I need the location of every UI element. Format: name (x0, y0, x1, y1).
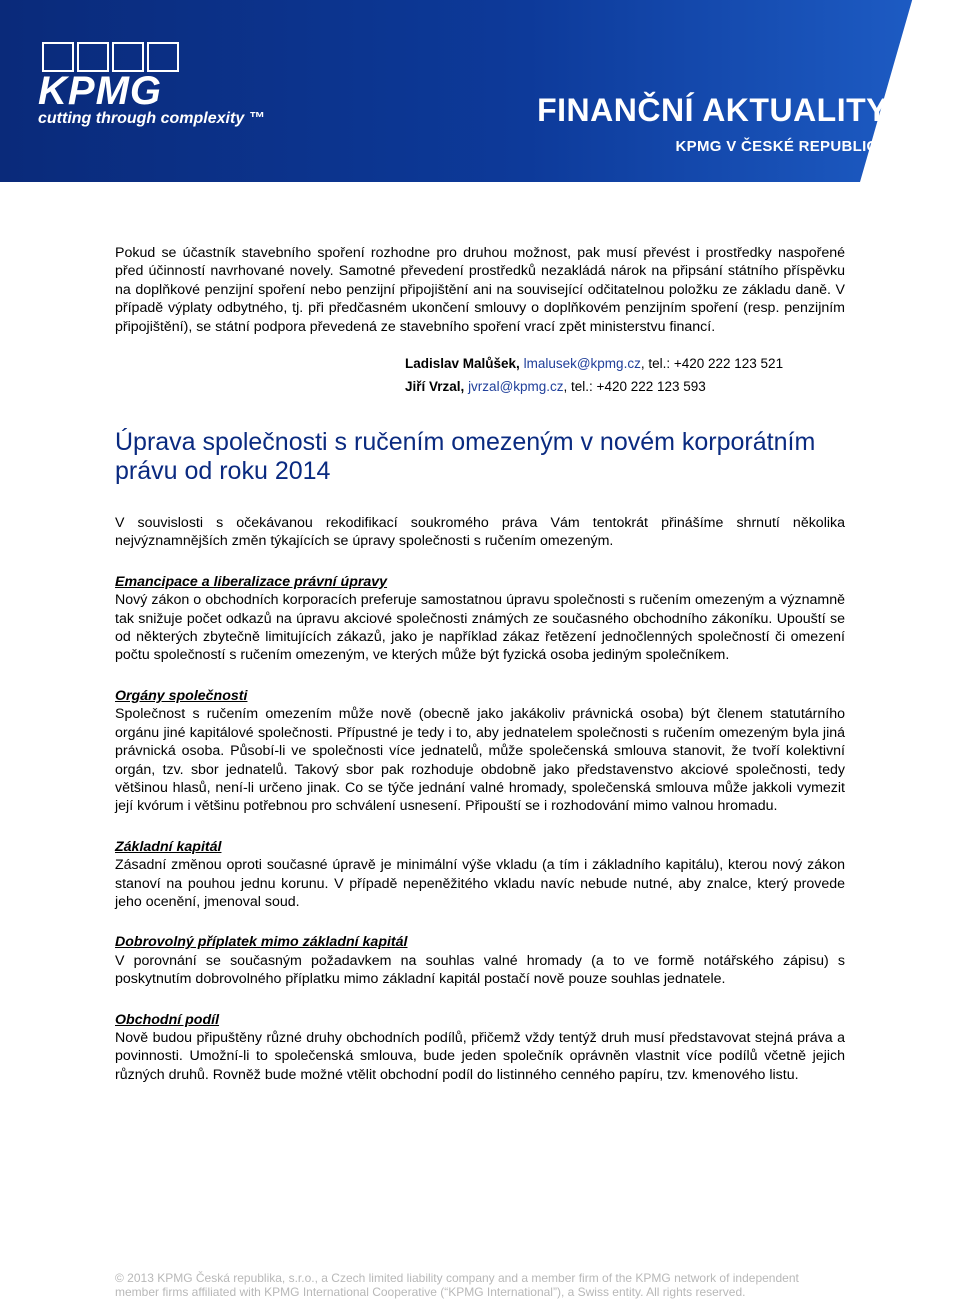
contact-name: Jiří Vrzal, (405, 379, 465, 395)
logo-wordmark: KPMG (38, 69, 162, 113)
article-intro: V souvislosti s očekávanou rekodifikací soukromého práva Vám tentokrát přinášíme shrnutí několika nejvýznamnějších změn týkajících se úpravy společnosti s ručením omezeným. (115, 515, 845, 550)
contact-item (405, 375, 845, 398)
header-banner (0, 0, 960, 182)
contact-email-link[interactable]: lmalusek@kpmg.cz (523, 356, 641, 372)
section-text: Společnost s ručením omezením může nově (obecně jako jakákoliv právnická osoba) být členem statutárního orgánu jiné kapitálové společnosti. Přípustné je tedy i to, aby jednatelem společnosti s ručením omezeným byla jiná právnická osoba. Působí-li ve společnosti více jednatelů, může společenská smlouva stanovit, že tvoří kolektivní orgán, tzv. sbor jednatelů. Takový sbor pak rozhoduje obdobně jako představenstvo akciové společnosti, tedy většinou hlasů, není-li určeno jinak. Co se týče jednání valné hromady, společenská smlouva může jakkoli vymezit její kvórum i většinu potřebnou pro schválení usnesení. Připouští se i rozhodování mimo valnou hromadu. (115, 706, 845, 815)
footer-line: © 2013 KPMG Česká republika, s.r.o., a Czech limited liability company and a member firm of the KPMG network of independent (115, 1271, 799, 1285)
section-heading: Emancipace a liberalizace právní úpravy (115, 573, 388, 590)
contact-phone: , tel.: +420 222 123 521 (640, 356, 784, 372)
document-body (115, 244, 845, 1084)
section-text: Nový zákon o obchodních korporacích preferuje samostatnou úpravu společnosti s ručením omezeným a významně tak snižuje počet odkazů na úpravu akciové společnosti známých ze současného obchodního zákoníku. Upouští se od některých zbytečně limitujících zákazů, jako je například zákaz řetězení jednočlenných společností či omezení počtu společností s ručením omezeným, ve kterých může být fyzická osoba jediným společníkem. (115, 592, 845, 664)
section-heading: Základní kapitál (115, 838, 222, 855)
section-heading: Obchodní podíl (115, 1011, 220, 1028)
section-heading: Orgány společnosti (115, 687, 248, 704)
section-text: V porovnání se současným požadavkem na souhlas valné hromady (a to ve formě notářského zápisu) s poskytnutím dobrovolného příplatku mimo základní kapitál postačí nově pouze souhlas jednatele. (115, 952, 845, 988)
contact-phone: , tel.: +420 222 123 593 (563, 379, 706, 395)
section-text: Nově budou připuštěny různé druhy obchodních podílů, přičemž vždy tentýž druh musí představovat stejná práva a povinnosti. Umožní-li to společenská smlouva, bude jeden společník oprávněn vlastnit více podílů včetně jejich různých druhů. Rovněž bude možné vtělit obchodní podíl do listinného cenného papíru, tzv. kmenového listu. (115, 1029, 845, 1083)
contact-item (405, 352, 845, 375)
newsletter-subtitle: KPMG V ČESKÉ REPUBLICE (675, 138, 888, 155)
kpmg-logo (38, 42, 265, 128)
footer-line: member firms affiliated with KPMG International Cooperative (“KPMG International”), a Swiss entity. All rights reserved. (115, 1285, 746, 1299)
continued-paragraph: Pokud se účastník stavebního spoření rozhodne pro druhou možnost, pak musí převést i prostředky naspořené před účinností navrhované novely. Samotné převedení prostředků nezakládá nárok na připsání státního příspěvku na doplňkové penzijní spoření nebo penzijní připojištění ani na související odčitatelnou položku ze základu daně. V případě výplaty odbytného, tj. při předčasném ukončení smlouvy o doplňkovém penzijním spoření (resp. penzijním připojištění), se státní podpora převedená ze stavebního spoření vrací zpět ministerstvu financí. (115, 245, 845, 335)
logo-tagline: cutting through complexity ™ (38, 110, 265, 127)
article-title: Úprava společnosti s ručením omezeným v novém korporátním právu od roku 2014 (115, 428, 816, 486)
newsletter-title: FINANČNÍ AKTUALITY (537, 92, 888, 128)
logo-boxes (42, 42, 265, 72)
copyright-footer (115, 1271, 845, 1299)
section-heading: Dobrovolný příplatek mimo základní kapitál (115, 934, 408, 951)
contact-list (405, 352, 845, 398)
section-text: Zásadní změnou oproti současné úpravě je minimální výše vkladu (a tím i základního kapitálu), kterou nový zákon stanoví na pouhou jednu korunu. V případě nepeněžitého vkladu navíc nebude nutné, aby znalce, který provede jeho ocenění, jmenoval soud. (115, 857, 845, 910)
contact-name: Ladislav Malůšek, (405, 356, 520, 372)
contact-email-link[interactable]: jvrzal@kpmg.cz (468, 379, 564, 395)
